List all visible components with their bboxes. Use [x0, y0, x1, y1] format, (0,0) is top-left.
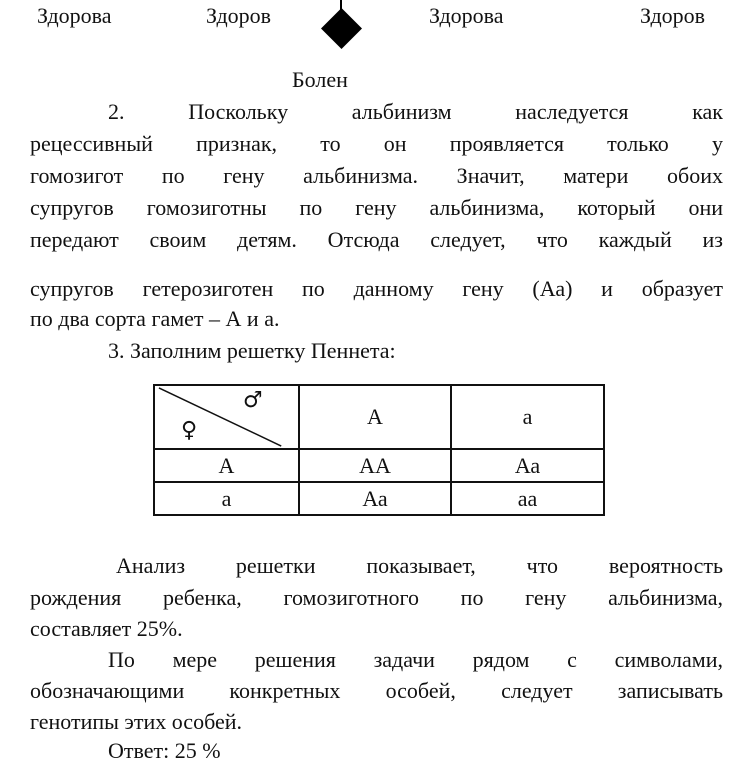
paragraph-2-line-2: рецессивный признак, то он проявляется только у [30, 131, 723, 156]
paragraph-2-line-3: гомозигот по гену альбинизма. Значит, матери обоих [30, 163, 723, 188]
analysis-line-3: составляет 25%. [30, 616, 183, 641]
paragraph-2-line-4: супругов гомозиготны по гену альбинизма, который они [30, 195, 723, 220]
punnett-header-female-A: А [154, 449, 299, 482]
note-line-2: обозначающими конкретных особей, следует записывать [30, 678, 723, 703]
punnett-cell-AA: АА [299, 449, 451, 482]
punnett-cell-Aa-2: Аа [299, 482, 451, 515]
pedigree-label-father-1: Здоров [206, 3, 272, 28]
note-line-3: генотипы этих особей. [30, 709, 243, 734]
punnett-corner-cell [154, 385, 299, 449]
pedigree-label-mother-1: Здорова [37, 3, 112, 28]
analysis-line-2: рождения ребенка, гомозиготного по гену альбинизма, [30, 585, 723, 610]
pedigree-label-father-2: Здоров [640, 3, 706, 28]
paragraph-3: 3. Заполним решетку Пеннета: [108, 338, 396, 363]
paragraph-2-line-5: передают своим детям. Отсюда следует, что каждый из [30, 227, 723, 252]
paragraph-2-line-6: супругов гетерозиготен по данному гену (Аа) и образует [30, 276, 723, 301]
punnett-square [153, 384, 605, 516]
female-symbol-icon: ♀ [181, 418, 198, 443]
punnett-header-male-A: А [299, 385, 451, 449]
pedigree-affected-diamond-icon [321, 8, 362, 49]
pedigree-label-mother-2: Здорова [429, 3, 504, 28]
punnett-cell-Aa-1: Аа [451, 449, 604, 482]
paragraph-2-line-1: 2. Поскольку альбинизм наследуется как [108, 99, 723, 124]
note-line-1: По мере решения задачи рядом с символами, [108, 647, 723, 672]
paragraph-2-line-7: по два сорта гамет – А и а. [30, 306, 280, 331]
male-symbol-icon: ♂ [243, 388, 263, 413]
pedigree-affected-label: Болен [292, 67, 348, 92]
punnett-header-female-a: а [154, 482, 299, 515]
punnett-header-male-a: а [451, 385, 604, 449]
punnett-cell-aa: аа [451, 482, 604, 515]
answer-line: Ответ: 25 % [108, 738, 221, 763]
punnett-corner-diagonal [155, 386, 298, 448]
analysis-line-1: Анализ решетки показывает, что вероятность [116, 553, 723, 578]
